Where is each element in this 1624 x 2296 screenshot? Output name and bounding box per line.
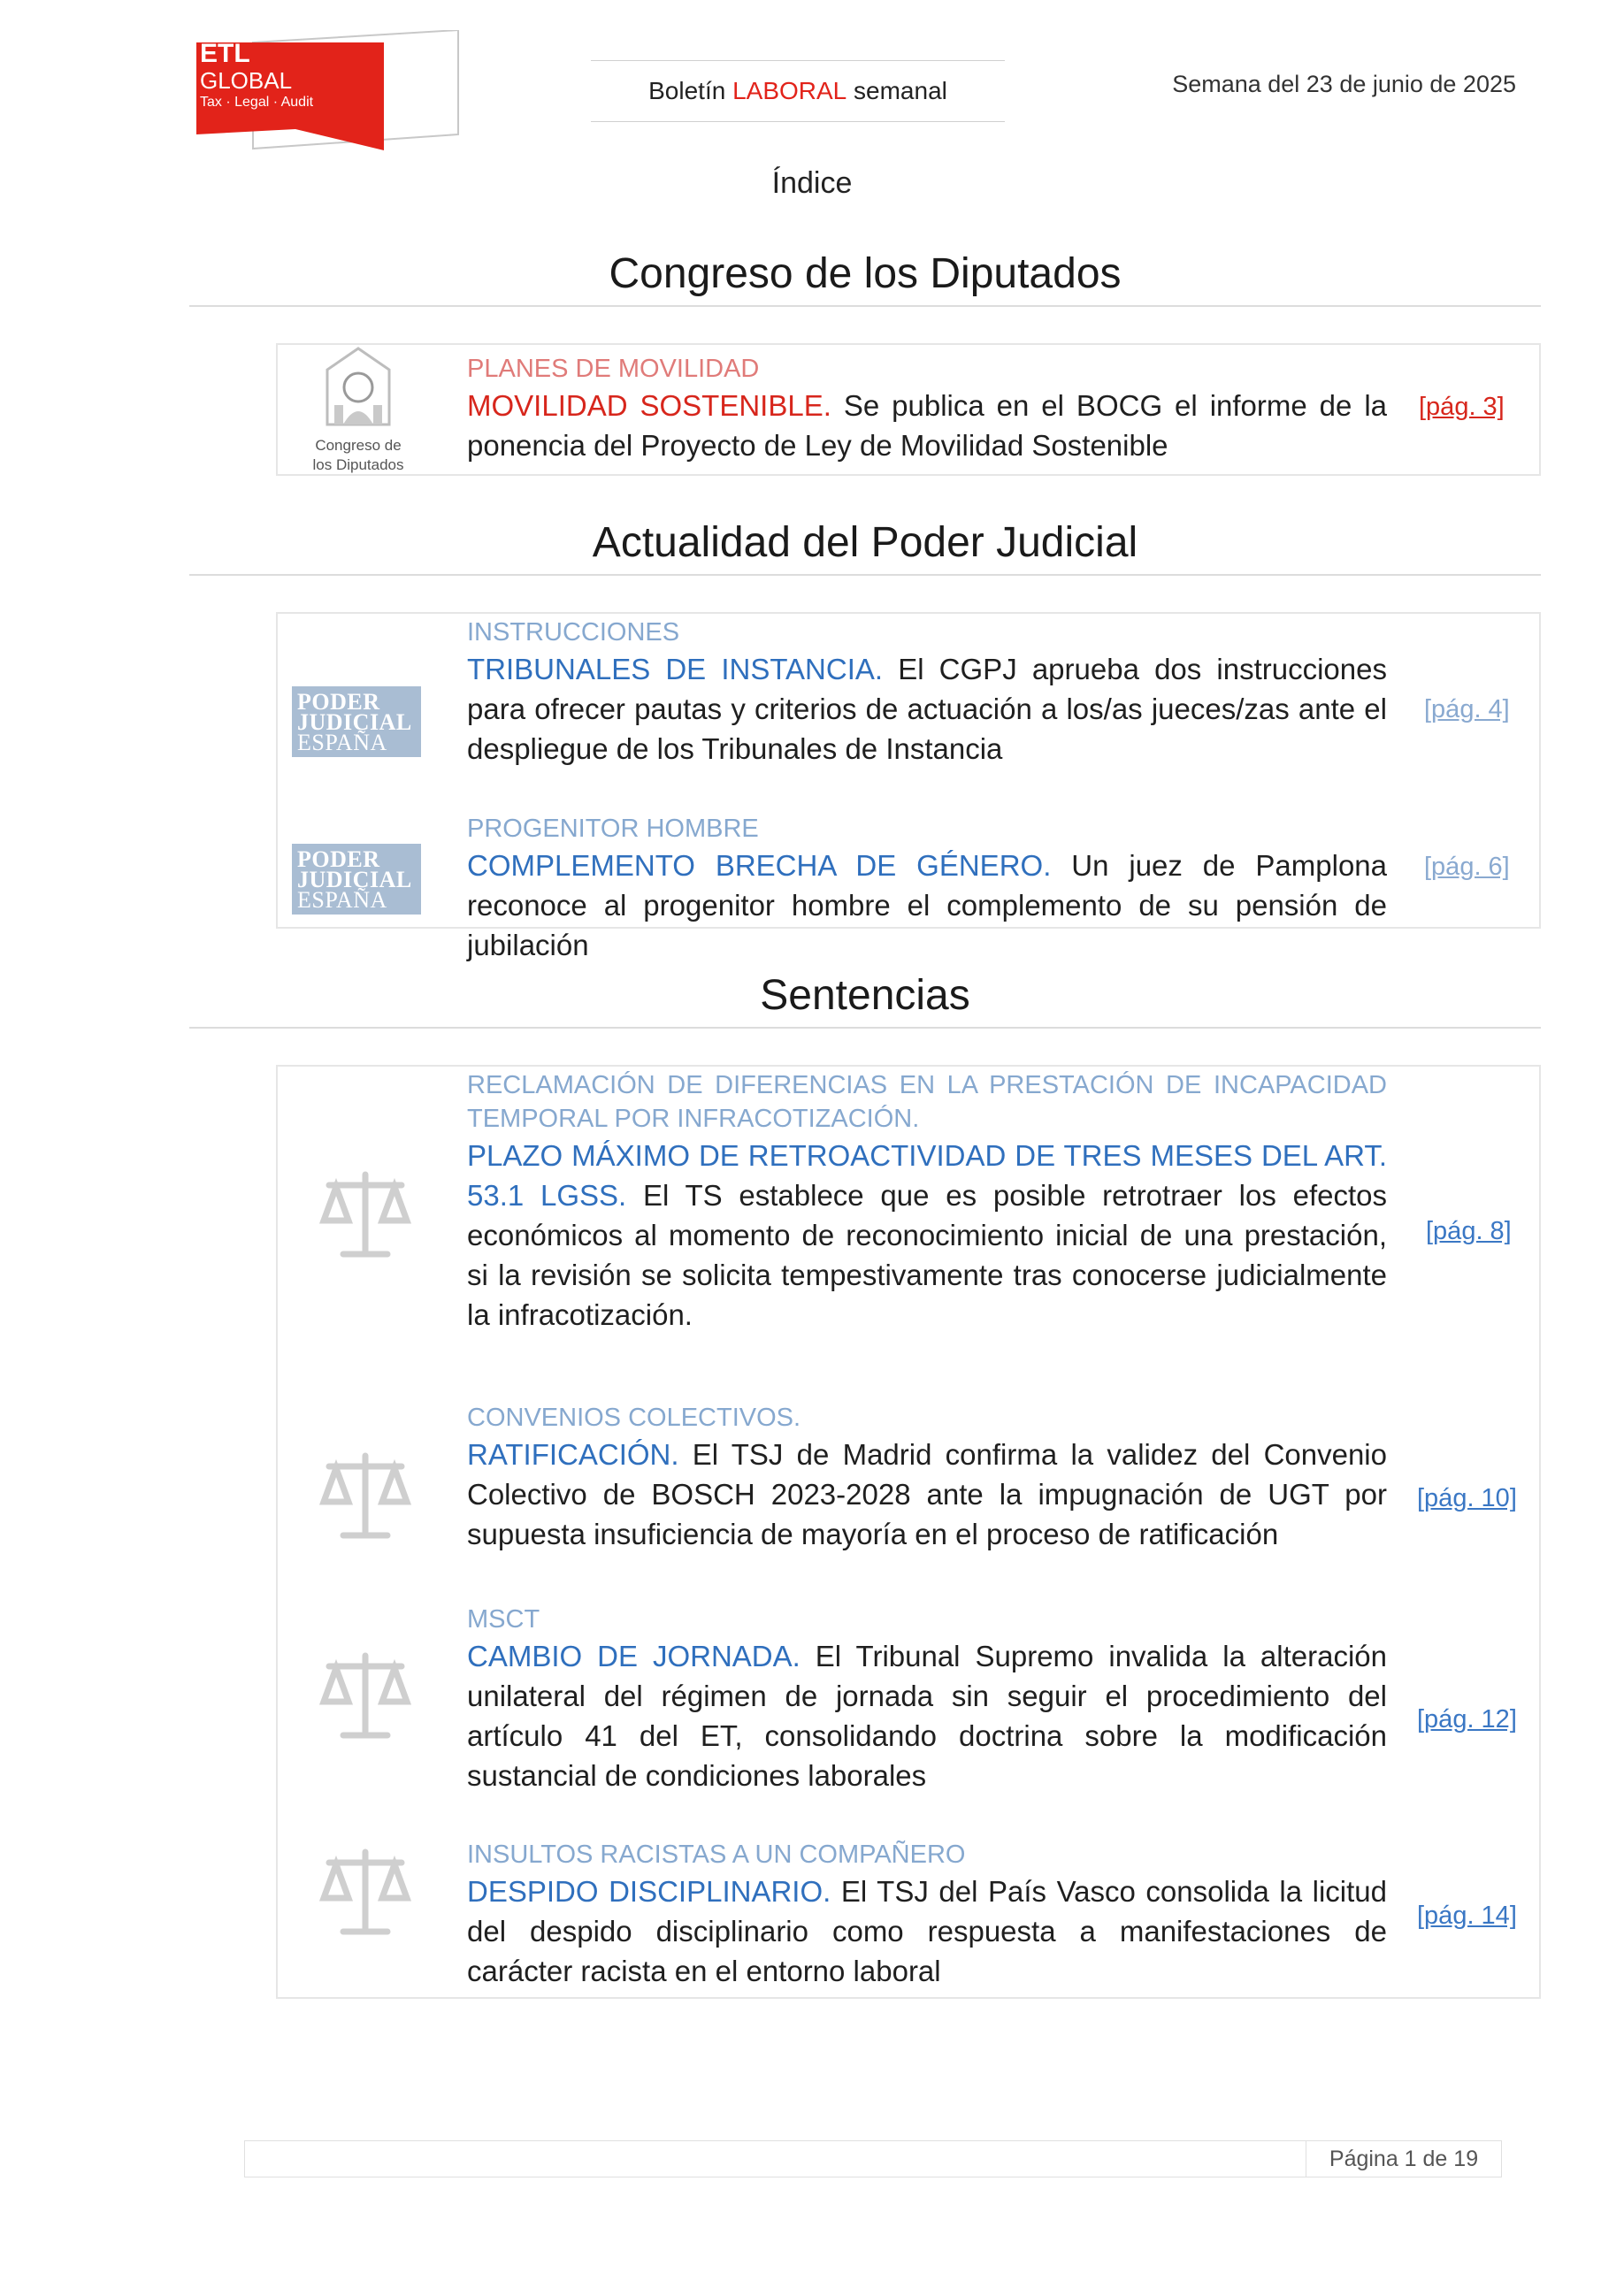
pj-logo-line: PODER <box>297 846 380 872</box>
poder-judicial-logo <box>292 844 421 915</box>
bulletin-title-pre: Boletín <box>648 77 733 104</box>
entry-category: INSULTOS RACISTAS A UN COMPAÑERO <box>467 1841 966 1869</box>
congreso-logo <box>301 343 416 476</box>
section-title-congreso: Congreso de los Diputados <box>189 249 1541 307</box>
index-entry <box>467 1401 1387 1554</box>
page-link-4[interactable]: [pág. 4] <box>1424 695 1510 723</box>
entry-text: Un juez de Pamplona reconoce al progenitor hombre el complemento de su pensión de jubilación <box>467 849 1388 961</box>
entry-category: PROGENITOR HOMBRE <box>467 815 759 843</box>
logo-brand: ETL <box>200 39 250 68</box>
entry-category: INSTRUCCIONES <box>467 618 680 647</box>
entry-headline: CAMBIO DE JORNADA. <box>467 1640 801 1672</box>
index-entry <box>467 1603 1387 1795</box>
entry-category: PLANES DE MOVILIDAD <box>467 355 760 383</box>
pj-logo-line: JUDICIAL <box>297 867 412 892</box>
page-link-3[interactable]: [pág. 3] <box>1419 393 1505 421</box>
page-link-12[interactable]: [pág. 12] <box>1417 1705 1517 1733</box>
page-link-8[interactable]: [pág. 8] <box>1426 1217 1512 1245</box>
entry-category: MSCT <box>467 1605 540 1634</box>
entry-headline: TRIBUNALES DE INSTANCIA. <box>467 653 884 685</box>
entry-headline: DESPIDO DISCIPLINARIO. <box>467 1875 831 1908</box>
index-entry <box>467 1838 1387 1991</box>
index-title: Índice <box>771 166 853 200</box>
entry-text: El Tribunal Supremo invalida la alteración unilateral del régimen de jornada sin seguir el procedimiento del artículo 41 del ET, consolidando doctrina sobre la modificación sustancial de condiciones laborales <box>467 1640 1387 1792</box>
pj-logo-line: ESPAÑA <box>297 887 387 913</box>
congreso-caption-2: los Diputados <box>312 456 404 473</box>
bulletin-title-post: semanal <box>846 77 947 104</box>
pj-logo-line: ESPAÑA <box>297 730 387 755</box>
page-footer <box>244 2140 1502 2177</box>
scales-of-justice-icon <box>317 1647 414 1744</box>
entry-headline: MOVILIDAD SOSTENIBLE. <box>467 389 831 422</box>
scales-of-justice-icon <box>317 1447 414 1544</box>
index-entry <box>467 1068 1387 1335</box>
page-number: Página 1 de 19 <box>1306 2141 1501 2177</box>
poder-judicial-logo <box>292 686 421 757</box>
entry-headline: RATIFICACIÓN. <box>467 1438 679 1471</box>
pj-logo-line: PODER <box>297 689 380 715</box>
entry-text: Se publica en el BOCG el informe de la ponencia del Proyecto de Ley de Movilidad Sostenible <box>467 389 1388 462</box>
entry-text: El TS establece que es posible retrotraer los efectos económicos al momento de reconocimiento inicial de una prestación, si la revisión se solicita tempestivamente tras conocerse judicialmente la infracotización. <box>467 1179 1387 1331</box>
congreso-caption-1: Congreso de <box>315 437 402 454</box>
bulletin-title <box>591 60 1005 122</box>
entry-headline: PLAZO MÁXIMO DE RETROACTIVIDAD DE TRES MESES DEL ART. 53.1 LGSS. <box>467 1139 1387 1212</box>
entry-headline: COMPLEMENTO BRECHA DE GÉNERO. <box>467 849 1052 882</box>
page-link-14[interactable]: [pág. 14] <box>1417 1902 1517 1930</box>
logo-line2: Tax · Legal · Audit <box>200 95 314 110</box>
entry-text: El CGPJ aprueba dos instrucciones para ofrecer pautas y criterios de actuación a los/as jueces/zas ante el despliegue de los Tribunales de Instancia <box>467 653 1387 765</box>
index-entry <box>467 616 1387 769</box>
section-title-poder-judicial: Actualidad del Poder Judicial <box>189 518 1541 576</box>
scales-of-justice-icon <box>317 1843 414 1940</box>
bulletin-title-highlight: LABORAL <box>732 77 847 104</box>
page-link-10[interactable]: [pág. 10] <box>1417 1484 1517 1512</box>
index-entry <box>467 812 1387 965</box>
pj-logo-line: JUDICIAL <box>297 709 412 735</box>
page-link-6[interactable]: [pág. 6] <box>1424 853 1510 881</box>
congreso-emblem-icon <box>310 343 407 432</box>
index-entry <box>467 352 1387 465</box>
etl-global-logo <box>196 30 462 154</box>
entry-text: El TSJ de Madrid confirma la validez del Convenio Colectivo de BOSCH 2023-2028 ante la impugnación de UGT por supuesta insuficiencia de mayoría en el proceso de ratificación <box>467 1438 1387 1550</box>
section-title-sentencias: Sentencias <box>189 971 1541 1029</box>
week-date: Semana del 23 de junio de 2025 <box>1172 71 1516 97</box>
entry-category: RECLAMACIÓN DE DIFERENCIAS EN LA PRESTACIÓN DE INCAPACIDAD TEMPORAL POR INFRACOTIZACIÓN. <box>467 1071 1387 1133</box>
scales-of-justice-icon <box>317 1166 414 1263</box>
entry-text: El TSJ del País Vasco consolida la licitud del despido disciplinario como respuesta a manifestaciones de carácter racista en el entorno laboral <box>467 1875 1387 1987</box>
logo-line1: GLOBAL <box>200 67 293 94</box>
entry-category: CONVENIOS COLECTIVOS. <box>467 1404 801 1432</box>
